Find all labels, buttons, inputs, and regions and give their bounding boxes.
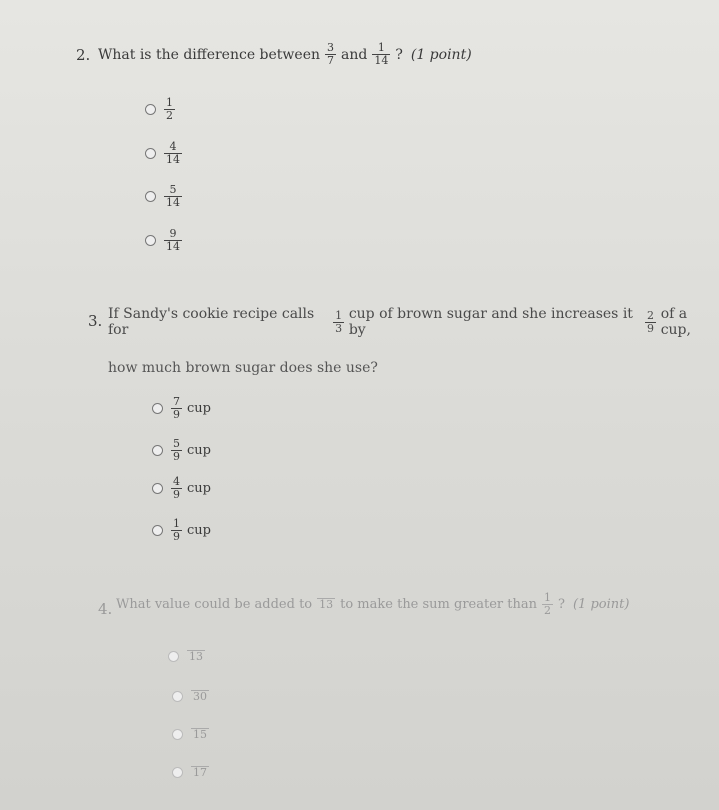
denominator: 14 bbox=[166, 196, 180, 209]
q2-option-b[interactable] bbox=[145, 141, 187, 166]
question-3-text-mid: cup of brown sugar and she increases it by bbox=[348, 306, 633, 338]
unit-label: cup bbox=[187, 523, 211, 538]
radio-button[interactable] bbox=[152, 403, 163, 414]
question-mark: ? bbox=[395, 46, 403, 63]
numerator: 7 bbox=[173, 395, 180, 408]
option-fraction bbox=[191, 728, 209, 741]
option-fraction bbox=[171, 476, 182, 501]
unit-label: cup bbox=[187, 401, 211, 416]
option-fraction bbox=[191, 766, 209, 779]
fraction-3-7 bbox=[325, 42, 336, 67]
numerator: 9 bbox=[169, 227, 177, 240]
question-3-number: 3. bbox=[88, 312, 103, 330]
option-fraction bbox=[187, 650, 205, 663]
question-4-text: What value could be added to bbox=[116, 597, 313, 612]
question-3-line2: how much brown sugar does she use? bbox=[108, 360, 378, 376]
denominator: 15 bbox=[193, 728, 207, 741]
numerator: 3 bbox=[327, 41, 335, 54]
fraction-1-3 bbox=[333, 310, 344, 335]
question-2-number: 2. bbox=[76, 46, 91, 64]
question-3-text: If Sandy's cookie recipe calls for bbox=[108, 306, 315, 338]
denominator: 30 bbox=[193, 690, 207, 703]
denominator: 7 bbox=[327, 54, 335, 67]
points-label: (1 point) bbox=[410, 46, 472, 63]
numerator: 5 bbox=[173, 437, 180, 450]
fraction-2-9 bbox=[645, 310, 656, 335]
radio-button[interactable] bbox=[172, 691, 183, 702]
q4-option-b[interactable] bbox=[172, 690, 214, 703]
fraction-1-14 bbox=[372, 42, 390, 67]
radio-button[interactable] bbox=[145, 104, 156, 115]
option-fraction bbox=[164, 228, 182, 253]
and-word: and bbox=[341, 46, 368, 63]
numerator: 2 bbox=[646, 308, 654, 322]
question-4-number: 4. bbox=[98, 600, 113, 618]
fraction-13 bbox=[317, 598, 335, 611]
denominator: 14 bbox=[166, 240, 180, 253]
question-mark: ? bbox=[557, 597, 565, 612]
option-fraction bbox=[171, 396, 182, 421]
q3-option-a[interactable] bbox=[152, 396, 211, 421]
question-2-prompt bbox=[98, 42, 472, 67]
q2-option-c[interactable] bbox=[145, 184, 187, 209]
option-fraction bbox=[164, 97, 175, 122]
unit-label: cup bbox=[187, 481, 211, 496]
numerator: 1 bbox=[543, 591, 551, 604]
fraction-1-2 bbox=[542, 592, 553, 617]
q2-option-a[interactable] bbox=[145, 97, 180, 122]
radio-button[interactable] bbox=[145, 191, 156, 202]
radio-button[interactable] bbox=[152, 445, 163, 456]
option-fraction bbox=[164, 184, 182, 209]
q2-option-d[interactable] bbox=[145, 228, 187, 253]
option-fraction bbox=[164, 141, 182, 166]
radio-button[interactable] bbox=[172, 729, 183, 740]
denominator: 9 bbox=[173, 488, 180, 501]
numerator: 4 bbox=[169, 140, 177, 153]
option-fraction bbox=[171, 518, 182, 543]
numerator: 1 bbox=[377, 41, 385, 54]
points-label: (1 point) bbox=[572, 597, 630, 612]
denominator: 9 bbox=[173, 408, 180, 421]
q3-option-b[interactable] bbox=[152, 438, 211, 463]
unit-label: cup bbox=[187, 443, 211, 458]
radio-button[interactable] bbox=[152, 525, 163, 536]
denominator: 17 bbox=[193, 766, 207, 779]
numerator: 4 bbox=[173, 475, 180, 488]
numerator: 1 bbox=[173, 517, 180, 530]
question-2-text: What is the difference between bbox=[98, 46, 321, 63]
radio-button[interactable] bbox=[168, 651, 179, 662]
denominator: 2 bbox=[543, 604, 551, 617]
denominator: 9 bbox=[173, 450, 180, 463]
denominator: 14 bbox=[374, 54, 389, 67]
radio-button[interactable] bbox=[152, 483, 163, 494]
numerator: 1 bbox=[166, 96, 173, 109]
radio-button[interactable] bbox=[145, 148, 156, 159]
q3-option-c[interactable] bbox=[152, 476, 211, 501]
question-4-text-mid: to make the sum greater than bbox=[340, 597, 537, 612]
option-fraction bbox=[171, 438, 182, 463]
radio-button[interactable] bbox=[172, 767, 183, 778]
denominator: 9 bbox=[173, 530, 180, 543]
q4-option-c[interactable] bbox=[172, 728, 214, 741]
denominator: 9 bbox=[646, 321, 654, 335]
denominator: 13 bbox=[189, 650, 203, 663]
denominator: 3 bbox=[335, 321, 343, 335]
q3-option-d[interactable] bbox=[152, 518, 211, 543]
question-4-prompt bbox=[116, 592, 629, 617]
numerator: 1 bbox=[335, 308, 343, 322]
radio-button[interactable] bbox=[145, 235, 156, 246]
denominator: 13 bbox=[319, 598, 334, 611]
q4-option-d[interactable] bbox=[172, 766, 214, 779]
question-3-prompt bbox=[108, 306, 719, 338]
denominator: 14 bbox=[166, 153, 180, 166]
question-3-text-end: of a cup, bbox=[660, 306, 691, 338]
option-fraction bbox=[191, 690, 209, 703]
q4-option-a[interactable] bbox=[168, 650, 210, 663]
numerator: 5 bbox=[169, 183, 177, 196]
denominator: 2 bbox=[166, 109, 173, 122]
